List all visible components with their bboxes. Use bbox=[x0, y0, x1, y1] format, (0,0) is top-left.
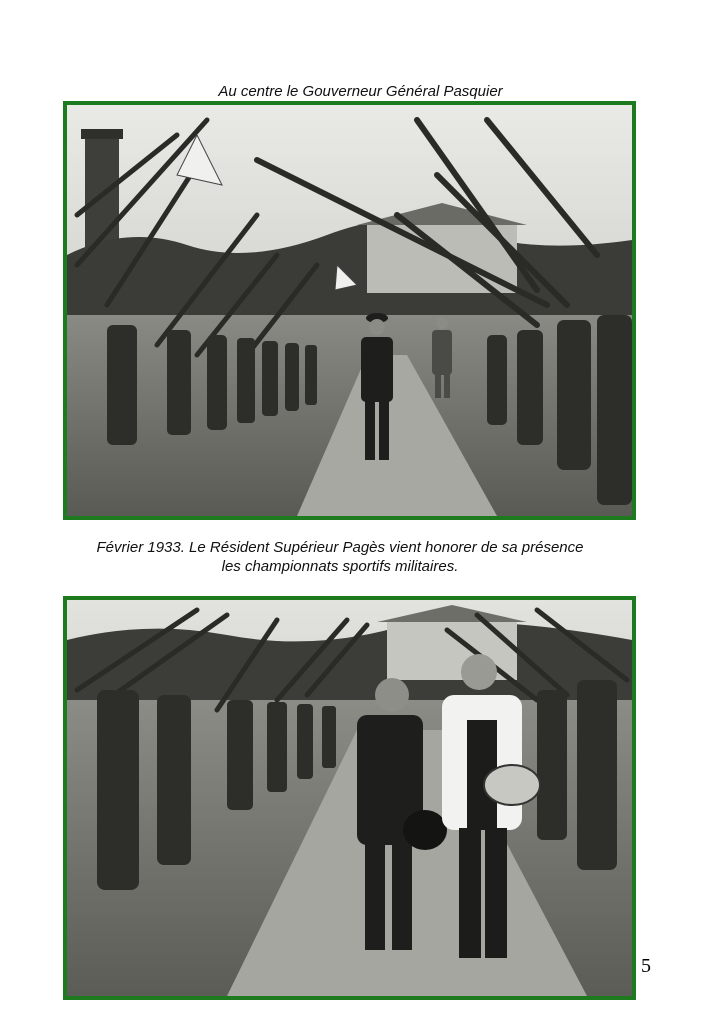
photo-scouts-handshake-image bbox=[67, 600, 632, 996]
page-number: 5 bbox=[641, 955, 651, 977]
photo-scouts-governor bbox=[63, 101, 636, 520]
photo-caption-middle bbox=[40, 538, 640, 576]
photo-scouts-governor-image bbox=[67, 105, 632, 516]
photo-caption-top: Au centre le Gouverneur Général Pasquier bbox=[218, 83, 503, 100]
photo-caption-middle-line1: Février 1933. Le Résident Supérieur Pagès vient honorer de sa présence bbox=[96, 539, 584, 556]
photo-scouts-handshake bbox=[63, 596, 636, 1000]
photo-caption-middle-line2: les championnats sportifs militaires. bbox=[221, 558, 459, 575]
